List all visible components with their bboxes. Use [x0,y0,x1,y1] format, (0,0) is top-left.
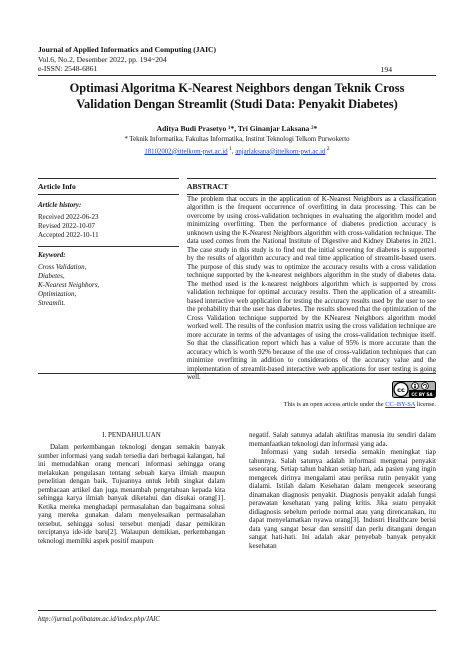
email-link-1[interactable]: 18102002@ittelkom-pwt.ac.id [144,147,228,155]
abstract-heading: ABSTRACT [187,182,229,191]
license-suffix: license. [415,401,436,408]
paper-title [38,81,436,112]
keyword-label: Keyword: [38,251,66,260]
affiliation [38,136,436,156]
authors: Aditya Budi Prasetyo ¹*, Tri Ginanjar Laksana ²* [156,124,318,133]
license-prefix: This is an open access article under the [283,401,386,408]
intro-right-column [249,431,436,550]
received-date: Received 2022-06-23 [38,213,99,221]
affiliation-line: * Teknik Informatika, Fakultas Informatika, Institut Teknologi Telkom Purwokerto [124,136,350,143]
journal-name: Journal of Applied Informatics and Computing (JAIC) [38,45,217,54]
header-divider [38,75,436,76]
license-link[interactable]: CC–BY-SA [385,401,416,408]
keyword-item: Diabetes, [38,272,65,281]
license-note [255,401,436,408]
footer-url[interactable]: http://jurnal.polibatam.ac.id/index.php/JAIC [38,616,160,623]
title-line-2: Validation Dengan Streamlit (Studi Data: Penyakit Diabetes) [76,96,398,111]
cc-license-badge[interactable] [392,381,436,398]
email-sup-2: 2 [325,145,330,152]
keyword-rule [38,246,179,247]
cc-by-sa-icon [392,381,436,398]
abstract-header [187,178,436,195]
keyword-list [38,263,179,307]
abstract-rule-top [187,178,436,179]
journal-header [38,45,216,74]
intro-left-column [38,443,225,545]
footer-rule [38,610,436,611]
keyword-item: Cross Validation, [38,263,87,272]
paragraph: Dalam perkembangan teknologi dengan semakin banyak sumber informasi yang sudah tersedia dari berbagai kalangan, hal ini memudahkan orang mencari informasi sehingga orang melakukan pengulasan tentang sebuah karya ilmiah maupun penelitian dengan baik. Tujuannya untuk lebih singkat dalam pembacaan artikel dan juga menambah pengetahuan kepada kita sehingga karya ilmiah banyak diketahui dan disukai orang[1]. Ketika mereka menghadapi permasalahan dan bagaimana solusi yang mereka gunakan dalam menyelesaikan permasalahan tersebut, sehingga solusi tersebut menjadi dasar pemikiran terciptanya ide-ide baru[2]. Walaupun demikian, perkembangan teknologi memiliki aspek positif maupun [38,443,225,545]
keyword-item: K-Nearest Neighbors, [38,280,100,289]
article-info-rule-top [38,178,179,179]
article-info-rule [38,194,179,195]
issn: e-ISSN: 2548-6861 [38,64,98,74]
email-link-2[interactable]: anjarlaksana@ittelkom-pwt.ac.id [235,147,326,155]
keyword-item: Streamlit. [38,298,66,307]
page-number: 194 [380,65,392,74]
email-separator: , [231,147,236,155]
history-label: Article history: [38,201,82,209]
keyword-item: Optimization, [38,289,77,298]
section-heading-introduction: I. PENDAHULUAN [102,431,161,439]
revised-date: Revised 2022-10-07 [38,221,95,230]
volume-line: Vol.6, No.2, Desember 2022, pp. 194~204 [38,54,167,64]
svg-text:cc: cc [397,386,405,394]
abstract-bottom-rule [38,373,436,374]
accepted-date: Accepted 2022-10-11 [38,230,99,239]
cc-badge-label: CC BY SA [411,392,433,397]
paragraph: negatif. Salah satunya adalah aktifitas manusia itu sendiri dalam memanfaatkan teknologi dan informasi yang ada. [249,431,436,448]
article-info [38,178,179,307]
title-line-1: Optimasi Algoritma K-Nearest Neighbors dengan Teknik Cross [69,81,405,95]
email-line [38,145,436,157]
article-info-heading: Article Info [38,182,76,191]
abstract-text: The problem that occurs in the application of K-Nearest Neighbors as a classification algorithm is the frequent occurrence of overfitting in data processing. This can be overcome by using cross-validation techniques in evaluating the algorithm model and minimizing overfitting. Then the performance of diabetes prediction accuracy is unknown using the K-Nearest Neighbors algorithm with cross-validation technique. The data used comes from the National Institute of Digestive and Kidney Diabetes in 2021. The case study in this study is to find out the initial screening for diabetes is supported by the results of algorithm accuracy and real time application of streamlit-based users. The purpose of this study was to optimize the accuracy results with a cross validation technique supported by the k-nearest neighbors algorithm in the study of diabetes data. The method used is the k-nearest neighbors algorithm which is supported by cross validation technique for optimal accuracy results. Then the application of a streamlit-based interactive web application for testing the accuracy results used by the user to see the probability that the user has diabetes. The results showed that the optimization of the Cross Validation technique supported by the KNearest Neighbors algorithm model worked well. The results of the confusion matrix using the cross validation technique are more accurate in terms of the advantages of using the cross-validation technique itself. So that the classification report which has a value of 95% is more accurate than the accuracy which is worth 92% because of the use of cross-validation techniques that can minimize overfitting in addition to considerations of the accuracy value and the implementation of streamlit-based interactive web applications for user testing is going well. [187,195,436,382]
email-sup-1: 1 [227,145,232,152]
paragraph: Informasi yang sudah tersedia semakin meningkat tiap tahunnya. Salah satunya adalah informasi mengenai penyakit seseorang. Setiap tahun bahkan setiap hari, ada pasien yang ingin mengecek dirinya mengalami atau periksa rutin penyakit yang dialami. Istilah dalam Kesehatan dalam mengecek seseorang dinamakan diagnosis penyakit. Diagnosis penyakit adalah fungsi perawatan kesehatan yang paling kritis. Jika suatu penyakit didiagnosis sebelum periode normal atau yang direncanakan, itu dapat menyelamatkan nyawa orang[3]. Industri Healthcare berisi data yang sangat besar dan sensitif dan perlu ditangani dengan sangat hati-hati. Ini adalah akar penyebab banyak penyakit kesehatan [249,448,436,550]
